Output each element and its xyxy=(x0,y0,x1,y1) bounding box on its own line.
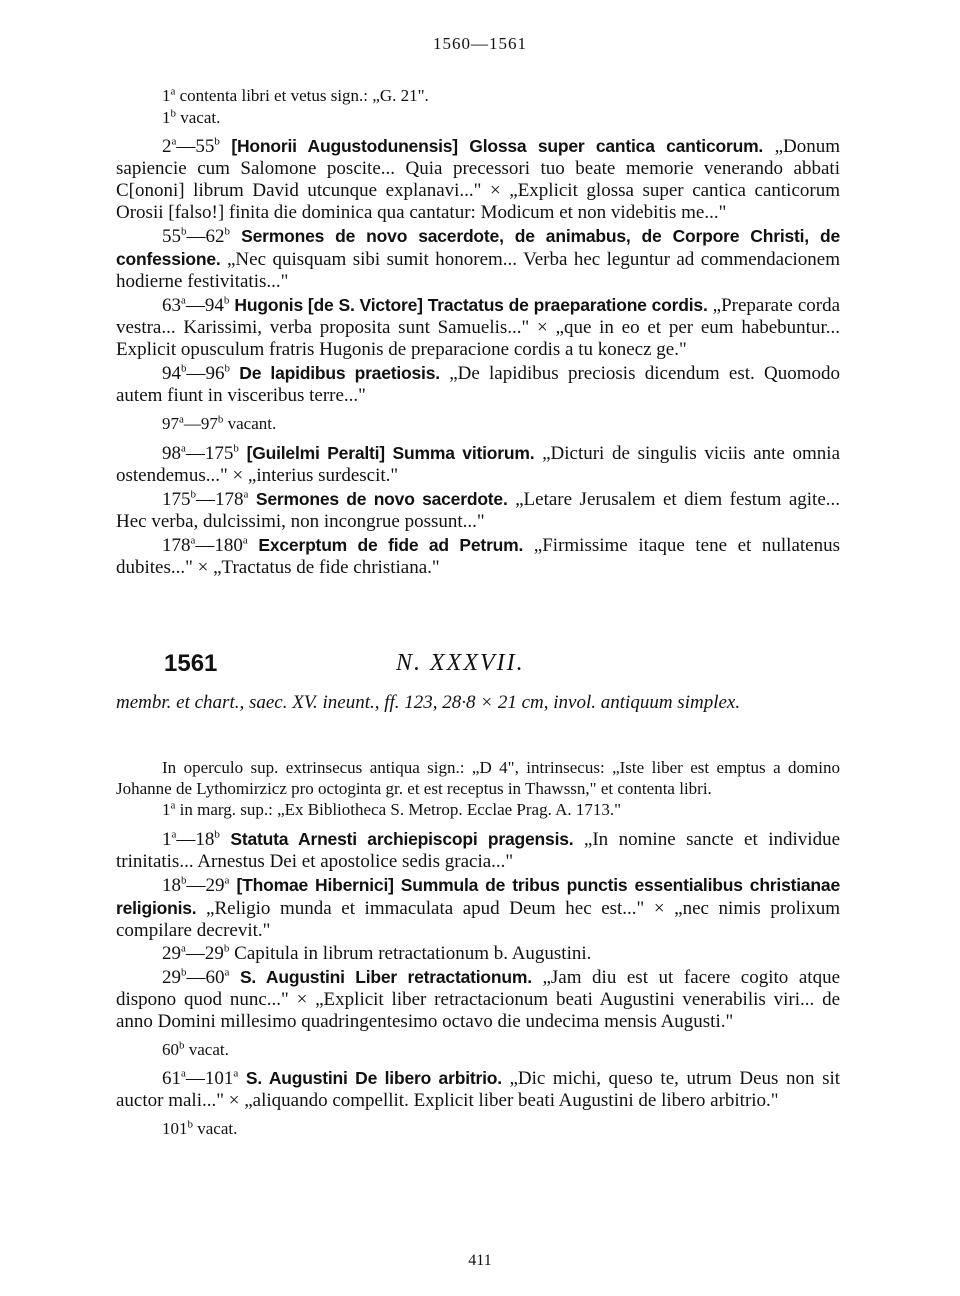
catalog-entry: 61$^a$—101$^a$ S. Augustini De libero arbitrio. „Dic michi, queso te, utrum Deus non sit auctor mali..." × „aliquando compellit. Explicit liber beati Augustini de libero arbitrio." xyxy=(116,1067,841,1111)
catalog-entry: 18$^b$—29$^a$ [Thomae Hibernici] Summula de tribus punctis essentialibus christianae religionis. „Religio munda et immaculata apud Deum hec est..." × „nec nimis prolixum compilare decrevit." xyxy=(116,874,840,941)
incipit-explicit: „Preparate corda vestra... Karissimi, verba proposita sunt Samuelis..." × „que in eo et per eum habebuntur... Explicit opusculum fratris Hugonis de preparacione cordis a tu konecz ge." xyxy=(116,295,841,360)
entry-text: vacant. xyxy=(227,414,277,433)
running-header: 1560—1561 xyxy=(433,34,527,53)
incipit-explicit: „Firmissime itaque tene et nullatenus dubites..." × „Tractatus de fide christiana." xyxy=(116,534,841,578)
work-title: [Honorii Augustodunensis] Glossa super cantica canticorum. xyxy=(231,136,764,156)
margin-note: in marg. sup.: „Ex Bibliotheca S. Metrop. Ecclae Prag. A. 1713." xyxy=(179,800,622,819)
work-title: S. Augustini De libero arbitrio. xyxy=(245,1068,502,1088)
catalog-entry: 63$^a$—94$^b$ Hugonis [de S. Victore] Tractatus de praeparatione cordis. „Preparate corda vestra... Karissimi, verba proposita sunt Samuelis..." × „que in eo et per eum habebuntur... Explicit opusculum fratris Hugonis de preparacione cordis a tu konecz ge." xyxy=(116,294,841,360)
catalog-entry: 178$^a$—180$^a$ Excerptum de fide ad Petrum. „Firmissime itaque tene et nullatenus dubites..." × „Tractatus de fide christiana." xyxy=(116,534,841,578)
manuscript-shelfmark: N. XXXVII. xyxy=(396,650,525,676)
work-title: Sermones de novo sacerdote, de animabus, de Corpore Christi, de confessione. xyxy=(116,226,840,269)
catalog-entry: 175$^b$—178$^a$ Sermones de novo sacerdote. „Letare Jerusalem et diem festum agite... Hec verba, dulcissimi, non incongrue possunt..." xyxy=(116,488,841,532)
catalog-entry: 101$^b$ vacat. xyxy=(162,1118,238,1138)
catalog-entry: 2$^a$—55$^b$ [Honorii Augustodunensis] Glossa super cantica canticorum. „Donum sapiencie cum Salomone poscite... Quia precessori tuo beate memorie venerando abbati C[ononi] librum David utcunque explanavi..." × „Explicit glossa super cantica canticorum Orosii [falso!] finita die dominica qua cantatur: Modicum et non videbitis me..." xyxy=(116,135,840,223)
incipit-explicit: „Dicturi de singulis viciis ante omnia ostendemus..." × „interius surdescit." xyxy=(116,442,841,486)
incipit-explicit: „Religio munda et immaculata apud Deum hec est..." × „nec nimis prolixum compilare decrevit." xyxy=(116,897,840,941)
manuscript-1560-continuation xyxy=(116,86,840,580)
incipit-explicit: „Jam diu est ut facere cogito atque dispono quod nunc..." × „Explicit liber retractacionum beati Augustini venerabilis viri... de anno Domini millesimo quadringentesimo octavo die undecima mensis Augusti." xyxy=(116,966,841,1032)
catalog-entry: 1$^b$ vacat. xyxy=(162,106,221,127)
work-title: [Thomae Hibernici] Summula de tribus punctis essentialibus christianae religionis. xyxy=(116,874,840,918)
incipit-explicit: „Donum sapiencie cum Salomone poscite... Quia precessori tuo beate memorie venerando abbati C[ononi] librum David utcunque explanavi..." × „Explicit glossa super cantica canticorum Orosii [falso!] finita die dominica qua cantatur: Modicum et non videbitis me..." xyxy=(116,136,840,223)
incipit-explicit: „Dic michi, queso te, utrum Deus non sit auctor mali..." × „aliquando compellit. Explicit liber beati Augustini de libero arbitrio." xyxy=(116,1068,841,1111)
incipit-explicit: „Nec quisquam sibi sumit honorem... Verba hec leguntur ad commendacionem hodierne festivitatis..." xyxy=(116,249,840,292)
entry-text: contenta libri et vetus sign.: „G. 21". xyxy=(179,86,429,105)
manuscript-number: 1561 xyxy=(164,650,218,677)
incipit-explicit: „De lapidibus preciosis dicendum est. Quomodo autem fiunt in visceribus terre..." xyxy=(116,363,841,406)
manuscript-1561-contents xyxy=(116,758,840,1141)
work-title: Sermones de novo sacerdote. xyxy=(255,488,508,509)
work-title: Hugonis [de S. Victore] Tractatus de praeparatione cordis. xyxy=(234,295,708,315)
incipit-explicit: „In nomine sancte et individue trinitatis... Arnestus Dei et apostolice sedis gracia..." xyxy=(116,828,841,872)
incipit-explicit: „Letare Jerusalem et diem festum agite... Hec verba, dulcissimi, non incongrue possunt..." xyxy=(116,488,841,532)
catalog-entry: 55$^b$—62$^b$ Sermones de novo sacerdote, de animabus, de Corpore Christi, de confessione. „Nec quisquam sibi sumit honorem... Verba hec leguntur ad commendacionem hodierne festivitatis..." xyxy=(116,225,840,292)
cover-note: In operculo sup. extrinsecus antiqua sign.: „D 4", intrinsecus: „Iste liber est emptus a domino Johanne de Lythomirzicz pro octoginta gr. et est receptus in Thawssn," et contenta libri. xyxy=(116,758,840,798)
entry-text: Capitula in librum retractationum b. Augustini. xyxy=(234,942,592,964)
work-title: S. Augustini Liber retractationum. xyxy=(239,966,532,987)
work-title: [Guilelmi Peralti] Summa vitiorum. xyxy=(246,442,535,463)
entry-text: vacat. xyxy=(197,1119,238,1138)
work-title: Excerptum de fide ad Petrum. xyxy=(258,534,524,555)
catalog-entry: 94$^b$—96$^b$ De lapidibus praetiosis. „De lapidibus preciosis dicendum est. Quomodo autem fiunt in visceribus terre..." xyxy=(116,362,841,406)
catalog-entry: 98$^a$—175$^b$ [Guilelmi Peralti] Summa vitiorum. „Dicturi de singulis viciis ante omnia ostendemus..." × „interius surdescit." xyxy=(116,442,841,486)
catalog-entry: 97$^a$—97$^b$ vacant. xyxy=(162,413,277,433)
work-title: De lapidibus praetiosis. xyxy=(239,363,440,383)
catalog-entry: 60$^b$ vacat. xyxy=(162,1038,229,1059)
page-number: 411 xyxy=(468,1252,492,1269)
entry-text: vacat. xyxy=(180,107,221,127)
catalog-entry: 29$^a$—29$^b$ Capitula in librum retractationum b. Augustini. xyxy=(162,942,592,964)
entry-text: vacat. xyxy=(188,1039,229,1059)
catalog-entry: 1$^a$ contenta libri et vetus sign.: „G. 21". xyxy=(162,85,429,105)
catalog-entry: 1$^a$ in marg. sup.: „Ex Bibliotheca S. Metrop. Ecclae Prag. A. 1713." xyxy=(162,799,622,819)
manuscript-description: membr. et chart., saec. XV. ineunt., ff. 123, 28·8 × 21 cm, invol. antiquum simplex. xyxy=(116,692,741,713)
work-title: Statuta Arnesti archiepiscopi pragensis. xyxy=(230,828,574,849)
manuscript-heading xyxy=(116,650,840,686)
catalog-entry: 1$^a$—18$^b$ Statuta Arnesti archiepiscopi pragensis. „In nomine sancte et individue trinitatis... Arnestus Dei et apostolice sedis gracia..." xyxy=(116,828,841,872)
catalog-entry: 29$^b$—60$^a$ S. Augustini Liber retractationum. „Jam diu est ut facere cogito atque dispono quod nunc..." × „Explicit liber retractacionum beati Augustini venerabilis viri... de anno Domini millesimo quadringentesimo octavo die undecima mensis Augusti." xyxy=(116,966,841,1032)
